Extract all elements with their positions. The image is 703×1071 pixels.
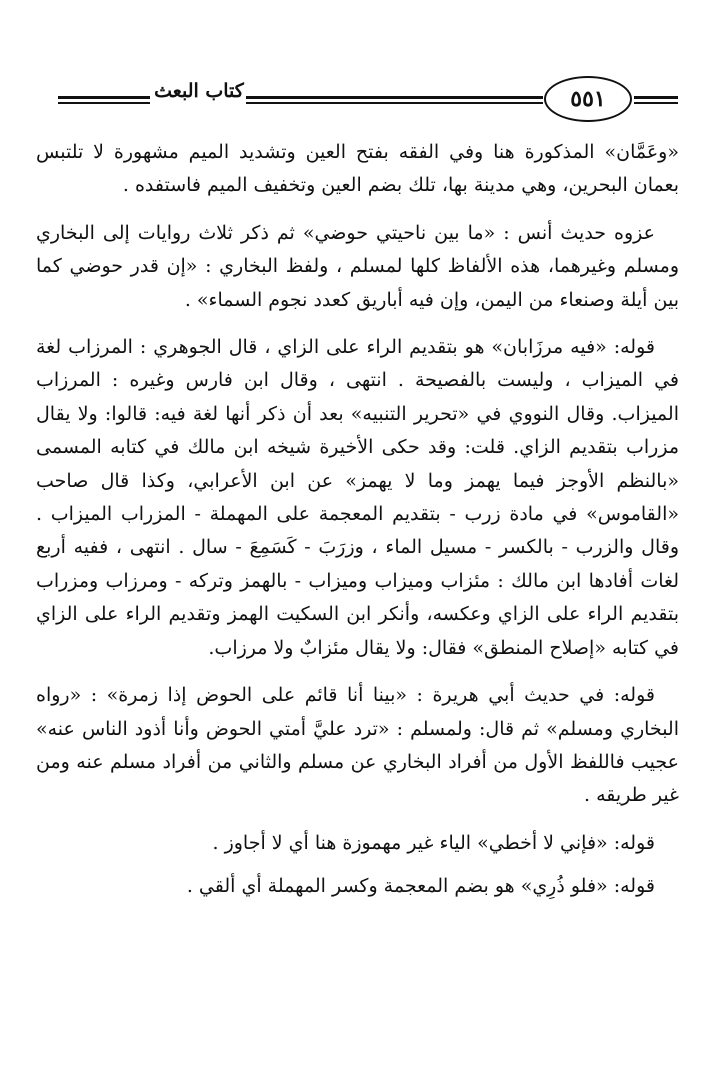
paragraph: قوله: «فإني لا أخطي» الياء غير مهموزة هنا أي لا أجاوز . [212, 831, 655, 854]
page-body [36, 136, 679, 914]
paragraph: قوله: في حديث أبي هريرة : «بينا أنا قائم على الحوض إذا زمرة» : «رواه البخاري ومسلم» ثم قال: ولمسلم : «ترد عليَّ أمتي الحوض وأنا أذود الناس عنه» عجيب فاللفظ الأول من أفراد البخاري عن مسلم والثاني من أفراد مسلم عنه ومن غير طريقه . [36, 684, 679, 807]
paragraph: عزوه حديث أنس : «ما بين ناحيتي حوضي» ثم ذكر ثلاث روايات إلى البخاري ومسلم وغيرهما، هذه الألفاظ كلها لمسلم ، ولفظ البخاري : «إن قدر حوضي كما بين أيلة وصنعاء من اليمن، وإن فيه أباريق كعدد نجوم السماء» . [36, 221, 679, 311]
page-header [58, 76, 678, 128]
header-rule-left [58, 94, 150, 106]
header-rule-right [634, 94, 678, 106]
page-number: ٥٥١ [544, 76, 632, 122]
paragraph: «وعَمَّان» المذكورة هنا وفي الفقه بفتح العين وتشديد الميم مشهورة لا تلتبس بعمان البحرين، وهي مدينة بها، تلك بضم العين وتخفيف الميم فاستفده . [36, 141, 679, 197]
running-title: كتاب البعث [154, 80, 244, 102]
header-rule-middle [246, 94, 543, 106]
paragraph: قوله: «فيه مرزَابان» هو بتقديم الراء على الزاي ، قال الجوهري : المرزاب لغة في الميزاب ، وليست بالفصيحة . انتهى ، وقال ابن فارس وغيره : المرزاب الميزاب. وقال النووي في «تحرير التنبيه» بعد أن ذكر أنها لغة فيه: قالوا: ولا يقال مزراب بتقديم الزاي. قلت: وقد حكى الأخيرة شيخه ابن مالك في كتابه المسمى «بالنظم الأوجز فيما يهمز وما لا يهمز» عن ابن الأعرابي، وكذا قال صاحب «القاموس» في مادة زرب - بتقديم المعجمة على المهملة - المزراب الميزاب . وقال والزرب - بالكسر - مسيل الماء ، وزرَبَ - كَسَمِعَ - سال . انتهى ، ففيه أربع لغات أفادها ابن مالك : مئزاب وميزاب وميزاب - بالهمز وتركه - ومرزاب ومزراب بتقديم الراء على الزاي وعكسه، وأنكر ابن السكيت الهمز وتقديم الراء على الزاي في كتابه «إصلاح المنطق» فقال: ولا يقال مئزابٌ ولا مرزاب. [36, 336, 679, 659]
paragraph: قوله: «فلو ذُرِي» هو بضم المعجمة وكسر المهملة أي ألقي . [186, 875, 655, 898]
